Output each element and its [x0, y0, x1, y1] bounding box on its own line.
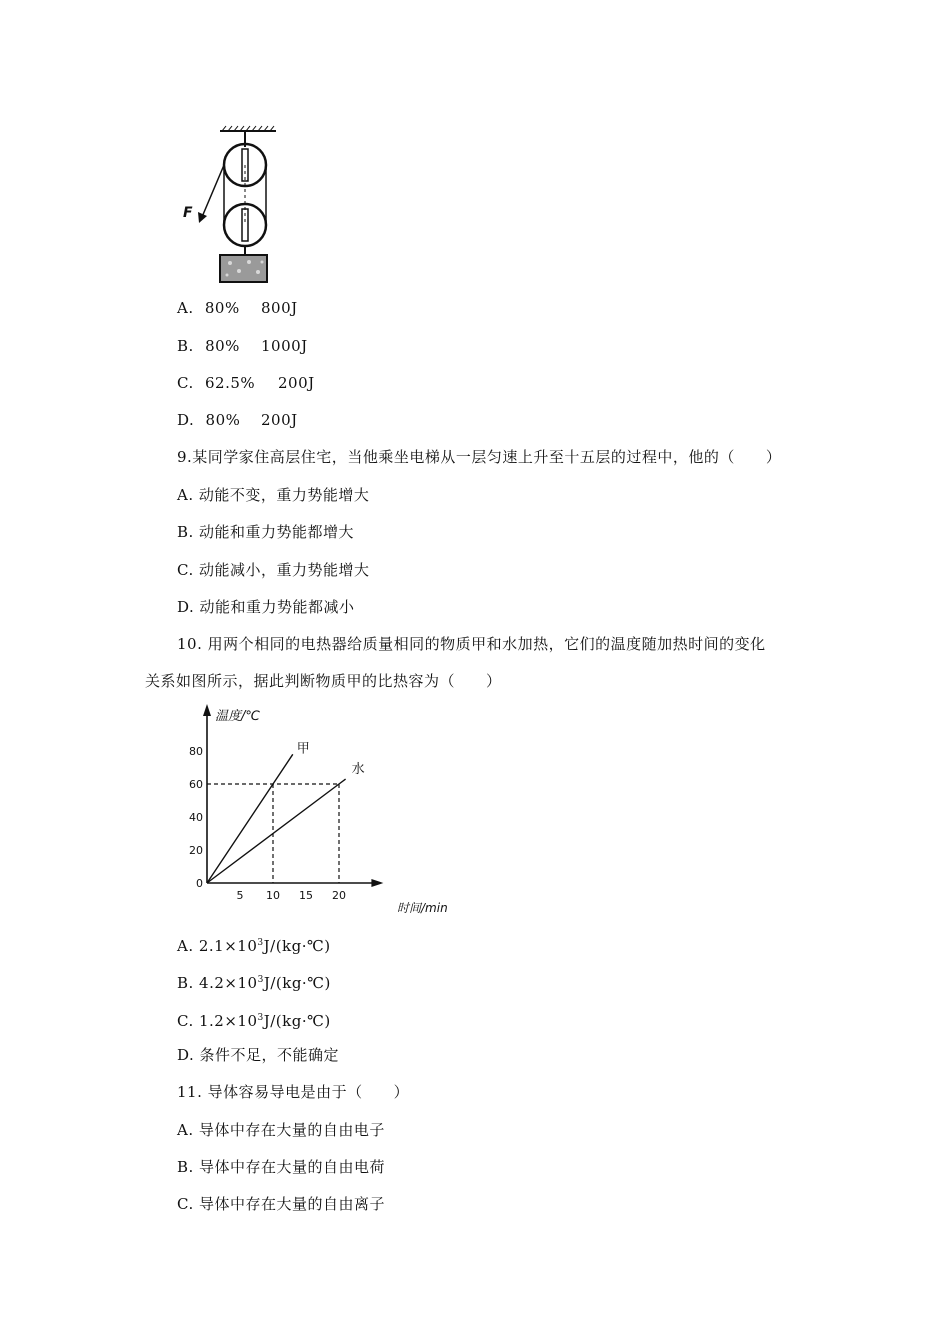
- q9-stem: 9.某同学家住高层住宅，当他乘坐电梯从一层匀速上升至十五层的过程中，他的（ ）: [177, 448, 782, 466]
- q10-stem-line1: 10. 用两个相同的电热器给质量相同的物质甲和水加热，它们的温度随加热时间的变化: [177, 635, 766, 653]
- q8-option-value2: 200J: [278, 374, 315, 392]
- x-tick-label: 5: [236, 889, 244, 902]
- q8-option-letter: A.: [177, 299, 194, 317]
- q10-option-prefix: C. 1.2×10: [177, 1012, 258, 1030]
- x-tick-label: 15: [299, 889, 313, 902]
- q11-option-b: B. 导体中存在大量的自由电荷: [177, 1158, 386, 1176]
- q8-option-value2: 200J: [261, 411, 298, 429]
- q9-option-d: D. 动能和重力势能都减小: [177, 598, 355, 616]
- temperature-time-chart: [185, 700, 465, 918]
- q10-option-sup: 3: [257, 975, 264, 985]
- q8-option-value1: 80%: [205, 411, 241, 429]
- q9-option-b: B. 动能和重力势能都增大: [177, 523, 355, 541]
- q9-option-c: C. 动能减小，重力势能增大: [177, 561, 370, 579]
- q10-option-sup: 3: [257, 938, 264, 948]
- q8-option-value1: 80%: [205, 337, 240, 355]
- load-block: [220, 255, 267, 282]
- q8-option-d: [177, 410, 298, 430]
- q8-option-value1: 62.5%: [205, 374, 256, 392]
- q10-option-d: [177, 1045, 339, 1065]
- q10-option-c: [177, 1008, 331, 1031]
- series-label: 水: [351, 762, 365, 778]
- y-tick-label: 80: [189, 745, 203, 758]
- y-axis-label: 温度/℃: [215, 709, 260, 724]
- q10-option-suffix: J/(kg·℃): [263, 1012, 331, 1030]
- q8-option-c: [177, 373, 315, 393]
- q9-option-a: A. 动能不变，重力势能增大: [177, 486, 370, 504]
- q11-stem: 11. 导体容易导电是由于（ ）: [177, 1083, 410, 1101]
- q10-option-prefix: B. 4.2×10: [177, 974, 258, 992]
- q10-stem-line2: 关系如图所示，据此判断物质甲的比热容为（ ）: [145, 672, 502, 690]
- x-axis-label: 时间/min: [397, 901, 448, 915]
- q8-option-letter: C.: [177, 374, 194, 392]
- x-axis-arrow: [371, 879, 383, 887]
- force-arrow-head: [198, 212, 207, 223]
- q8-option-letter: D.: [177, 411, 195, 429]
- q11-option-c: C. 导体中存在大量的自由离子: [177, 1195, 385, 1213]
- q8-option-value2: 800J: [261, 299, 298, 317]
- x-tick-label: 10: [266, 889, 280, 902]
- y-axis-arrow: [203, 704, 211, 716]
- q11-option-a: A. 导体中存在大量的自由电子: [177, 1121, 385, 1139]
- y-tick-label: 40: [189, 811, 203, 824]
- force-label: F: [183, 205, 193, 221]
- q10-option-suffix: J/(kg·℃): [263, 974, 331, 992]
- q10-option-prefix: A. 2.1×10: [177, 937, 258, 955]
- q10-option-a: [177, 933, 331, 956]
- q8-option-letter: B.: [177, 337, 194, 355]
- q8-option-value2: 1000J: [261, 337, 308, 355]
- pull-rope: [202, 165, 224, 217]
- y-tick-label: 20: [189, 844, 203, 857]
- q10-option-b: [177, 970, 331, 993]
- series-line-jia: [207, 754, 293, 883]
- q8-option-b: [177, 336, 308, 356]
- q10-option-sup: 3: [257, 1013, 264, 1023]
- y-tick-label: 0: [196, 877, 203, 890]
- q10-option-suffix: J/(kg·℃): [263, 937, 331, 955]
- series-label: 甲: [296, 741, 310, 757]
- q8-option-a: [177, 298, 298, 318]
- q8-option-value1: 80%: [204, 299, 240, 317]
- q10-option-prefix: D. 条件不足，不能确定: [177, 1046, 340, 1064]
- y-tick-label: 60: [189, 778, 203, 791]
- x-tick-label: 20: [332, 889, 346, 902]
- series-line-water: [207, 779, 346, 883]
- pulley-figure: [175, 125, 285, 287]
